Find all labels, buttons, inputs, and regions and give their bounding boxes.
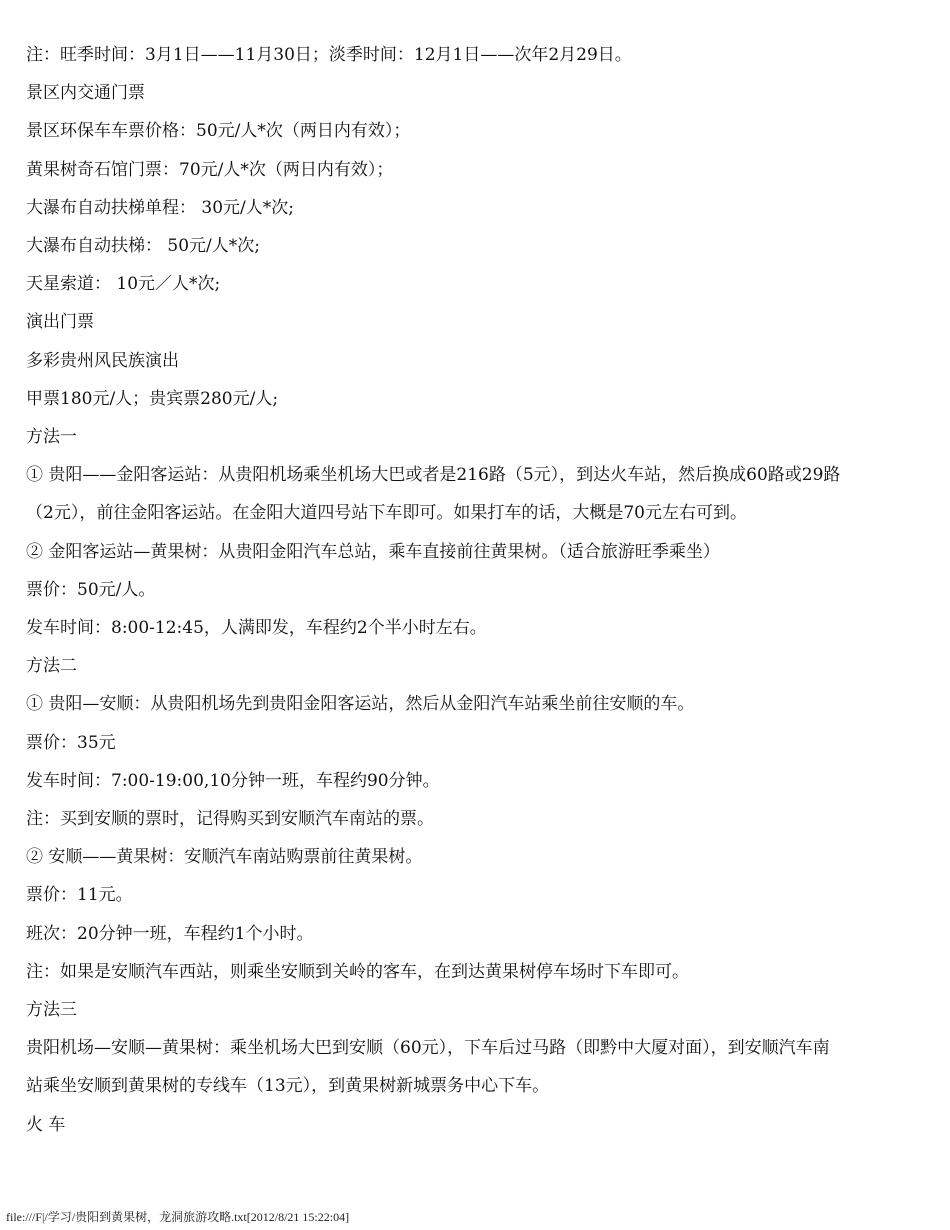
text-line-method-two-departure: 发车时间：7:00-19:00,10分钟一班，车程约90分钟。 xyxy=(26,770,440,791)
text-line-method-one-step-two: ② 金阳客运站—黄果树：从贵阳金阳汽车总站，乘车直接前往黄果树。（适合旅游旺季乘坐） xyxy=(26,541,720,562)
text-line-escalator: 大瀑布自动扶梯： 50元/人*次; xyxy=(26,236,260,257)
text-line-stone-museum-price: 黄果树奇石馆门票：70元/人*次（两日内有效）； xyxy=(26,159,394,180)
heading-method-two: 方法二 xyxy=(26,656,77,677)
text-line-method-two-step-one: ① 贵阳—安顺：从贵阳机场先到贵阳金阳客运站，然后从金阳汽车站乘坐前往安顺的车。 xyxy=(26,694,695,715)
text-line-eco-bus-price: 景区环保车车票价格：50元/人*次（两日内有效）； xyxy=(26,121,411,142)
text-line-method-three-route-cont: 站乘坐安顺到黄果树的专线车（13元），到黄果树新城票务中心下车。 xyxy=(26,1076,550,1097)
heading-show-tickets: 演出门票 xyxy=(26,312,94,333)
heading-scenic-transport-tickets: 景区内交通门票 xyxy=(26,83,145,104)
text-line-escalator-single: 大瀑布自动扶梯单程： 30元/人*次; xyxy=(26,197,294,218)
text-line-method-two-step-two: ② 安顺——黄果树：安顺汽车南站购票前往黄果树。 xyxy=(26,847,423,868)
text-line-method-two-fare-one: 票价：35元 xyxy=(26,732,116,753)
text-line-show-name: 多彩贵州风民族演出 xyxy=(26,350,179,371)
heading-method-three: 方法三 xyxy=(26,1000,77,1021)
text-line-method-one-step-one: ① 贵阳——金阳客运站：从贵阳机场乘坐机场大巴或者是216路（5元），到达火车站，然后换成60路或29路 xyxy=(26,465,841,486)
text-line-method-two-fare-two: 票价：11元。 xyxy=(26,885,133,906)
document-body xyxy=(26,36,926,1144)
text-line-note-seasons: 注：旺季时间：3月1日——11月30日；淡季时间：12月1日——次年2月29日。 xyxy=(26,45,632,65)
text-line-cableway: 天星索道： 10元／人*次; xyxy=(26,274,221,295)
heading-method-one: 方法一 xyxy=(26,427,77,448)
text-line-method-two-note-two: 注：如果是安顺汽车西站，则乘坐安顺到关岭的客车，在到达黄果树停车场时下车即可。 xyxy=(26,961,689,982)
page-footer-file-path: file:///F|/学习/贵阳到黄果树，龙洞旅游攻略.txt[2012/8/21 15:22:04] xyxy=(6,1210,350,1224)
text-line-method-three-route: 贵阳机场—安顺—黄果树：乘坐机场大巴到安顺（60元），下车后过马路（即黔中大厦对面），到安顺汽车南 xyxy=(26,1038,830,1059)
text-line-method-one-fare: 票价：50元/人。 xyxy=(26,579,156,600)
text-line-method-two-schedule: 班次：20分钟一班，车程约1个小时。 xyxy=(26,923,314,944)
text-line-method-one-step-one-cont: （2元），前往金阳客运站。在金阳大道四号站下车即可。如果打车的话，大概是70元左右可到。 xyxy=(26,503,747,524)
text-line-method-one-departure: 发车时间：8:00-12:45，人满即发，车程约2个半小时左右。 xyxy=(26,618,487,639)
text-line-show-prices: 甲票180元/人；贵宾票280元/人; xyxy=(26,388,279,409)
heading-train: 火 车 xyxy=(26,1114,66,1135)
text-line-method-two-note-one: 注：买到安顺的票时，记得购买到安顺汽车南站的票。 xyxy=(26,809,434,830)
